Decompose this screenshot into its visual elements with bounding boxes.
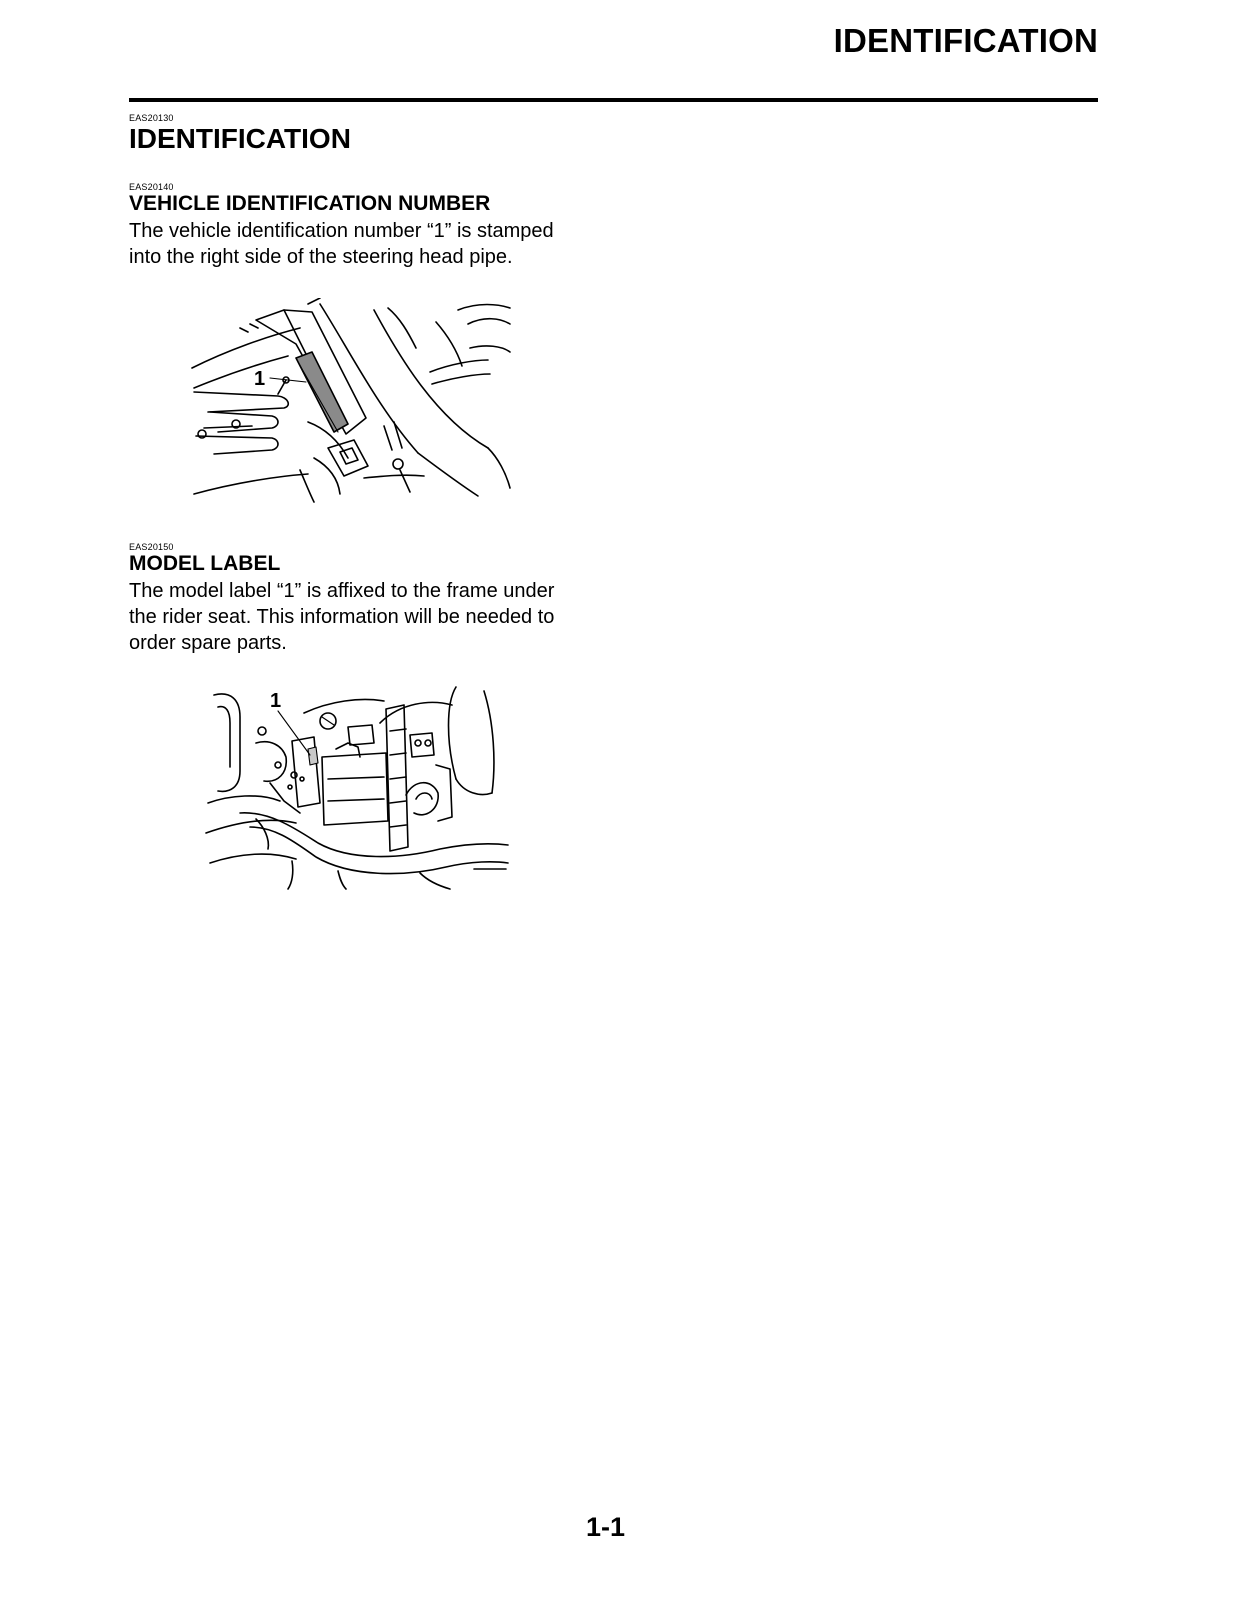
vin-illustration	[188, 298, 518, 503]
page-header-title: IDENTIFICATION	[833, 22, 1098, 59]
header-rule	[129, 98, 1098, 102]
vin-title: VEHICLE IDENTIFICATION NUMBER	[129, 192, 491, 215]
model-label-text-line-2: the rider seat. This information will be needed to	[129, 606, 555, 628]
model-label-paragraph	[129, 578, 599, 656]
model-label-title: MODEL LABEL	[129, 552, 281, 575]
page-number: 1-1	[586, 1512, 626, 1542]
model-label-code: EAS20150	[129, 542, 174, 552]
vin-text-line-1: The vehicle identification number “1” is stamped	[129, 220, 554, 242]
vin-callout: 1	[254, 368, 266, 390]
model-label-text-line-1: The model label “1” is affixed to the frame under	[129, 580, 555, 602]
vin-text-line-2: into the right side of the steering head pipe.	[129, 246, 513, 268]
section-code: EAS20130	[129, 113, 174, 123]
vin-code: EAS20140	[129, 182, 174, 192]
model-label-illustration	[200, 683, 512, 891]
vin-paragraph	[129, 218, 599, 270]
section-title: IDENTIFICATION	[129, 123, 351, 154]
model-label-text-line-3: order spare parts.	[129, 632, 287, 654]
model-label-callout: 1	[270, 690, 282, 712]
